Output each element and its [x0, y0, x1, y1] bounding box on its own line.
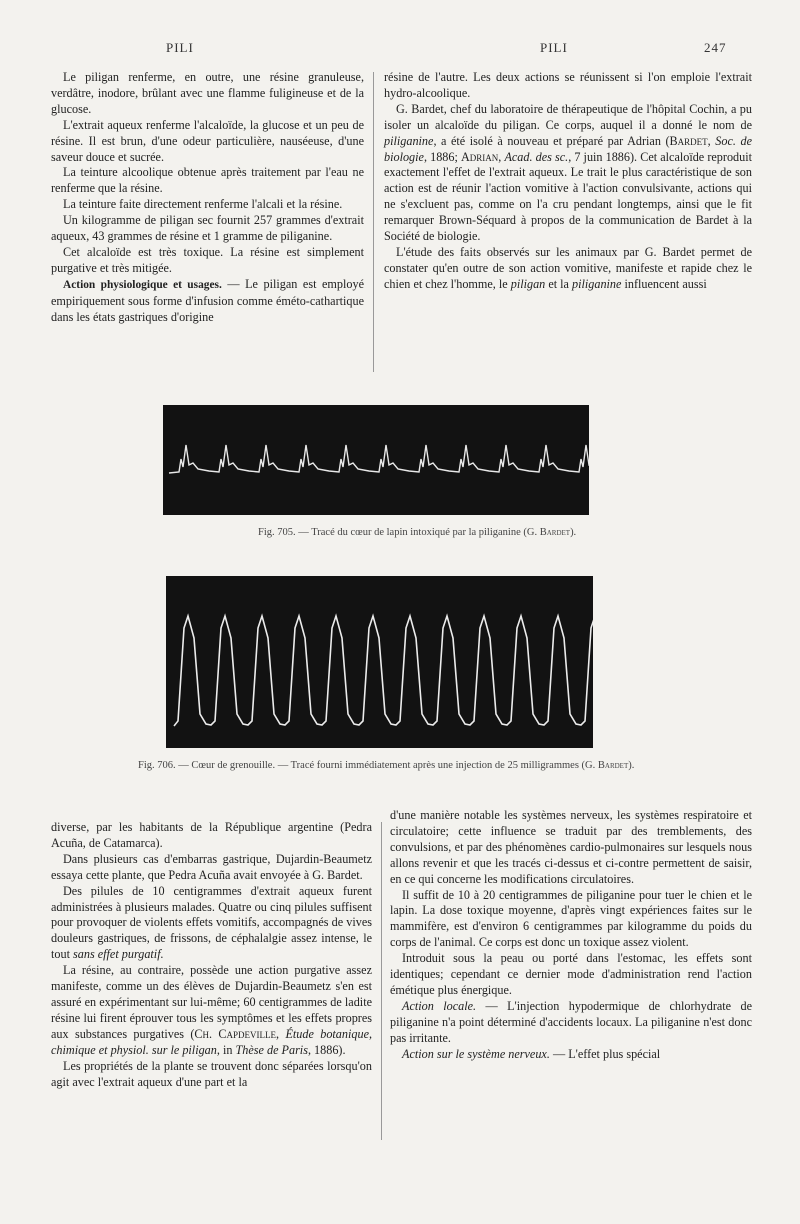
page-number: 247: [704, 40, 727, 55]
paragraph: Action sur le système nerveux. — L'effet plus spécial: [402, 1046, 661, 1061]
paragraph: Il suffit de 10 à 20 centigrammes de piliganine pour tuer le chien et le lapin. La dose toxique moyenne, d'après vingt expériences faites sur le mammifère, est d'environ 6 centigrammes par kilogramme du poids du corps de l'animal. Ce corps est donc un toxique assez violent.: [390, 887, 752, 950]
paragraph: G. Bardet, chef du laboratoire de thérapeutique de l'hôpital Cochin, a pu isoler un alcaloïde du piligan. Ce corps, auquel il a donné le nom de piliganine, a été isolé à nouveau et préparé par Adrian (Bardet, Soc. de biologie, 1886; Adrian, Acad. des sc., 7 juin 1886). Cet alcaloïde reproduit exactement l'effet de l'extrait aqueux. Le trait le plus caractéristique de son action est de réunir l'action vomitive à l'action convulsivante, actions qui ne s'excluent pas, comme on l'a cru pendant longtemps, ainsi que le fit remarquer Brown-Séquard à propos de la communication de Bardet à la Société de biologie.: [384, 101, 752, 244]
paragraph: Cet alcaloïde est très toxique. La résine est simplement purgative et très mitigée.: [51, 244, 364, 275]
paragraph: Les propriétés de la plante se trouvent donc séparées lorsqu'on agit avec l'extrait aqueux d'une part et la: [51, 1058, 372, 1089]
paragraph: L'étude des faits observés sur les animaux par G. Bardet permet de constater qu'en outre de son action vomitive, manifeste et rapide chez le chien et chez l'homme, le piligan et la piliganine influencent aussi: [384, 244, 752, 291]
figure-705-trace: [163, 405, 589, 515]
frog-heart-trace-icon: [166, 576, 593, 748]
paragraph: Des pilules de 10 centigrammes d'extrait aqueux furent administrées à plusieurs malades. Quatre ou cinq pilules suffisent pour provoquer de violents effets vomitifs, accompagnés de vives douleurs gastriques, de frissons, de céphalalgie assez intense, le tout sans effet purgatif.: [51, 883, 372, 962]
section-heading: Action physiologique et usages.: [63, 278, 222, 291]
top-right-column: [384, 70, 752, 293]
paragraph: La teinture faite directement renferme l'alcali et la résine.: [63, 197, 343, 212]
paragraph: Le piligan renferme, en outre, une résine granuleuse, verdâtre, inodore, brûlant avec une flamme fuligineuse et de la glucose.: [51, 70, 364, 116]
paragraph: diverse, par les habitants de la République argentine (Pedra Acuña, de Catamarca).: [51, 820, 372, 850]
paragraph: Dans plusieurs cas d'embarras gastrique, Dujardin-Beaumetz essaya cette plante, que Pedra Acuña avait envoyée à G. Bardet.: [51, 851, 372, 882]
running-head-left: PILI: [166, 40, 194, 55]
paragraph: d'une manière notable les systèmes nerveux, les systèmes respiratoire et circulatoire; cette influence se traduit par des tremblements, des convulsions, et par des phénomènes cardio-pulmonaires sur lesquels nous allons revenir et que les tracés ci-dessus et ci-contre permettent de saisir, en ce qui concerne les modifications circulatoires.: [390, 808, 752, 886]
paragraph: résine de l'autre. Les deux actions se réunissent si l'on emploie l'extrait hydro-alcoolique.: [384, 70, 752, 100]
paragraph: Action locale. — L'injection hypodermique de chlorhydrate de piliganine n'a point déterminé d'accidents locaux. La piliganine n'est donc pas irritante.: [390, 998, 753, 1045]
bottom-right-column: [390, 808, 752, 1063]
figure-706-caption: Fig. 706. — Cœur de grenouille. — Tracé fourni immédiatement après une injection de 25 milligrammes (G. Bardet).: [138, 760, 635, 771]
paragraph: L'extrait aqueux renferme l'alcaloïde, la glucose et un peu de résine. Il est brun, d'une odeur particulière, nauséeuse, d'une saveur douce et sucrée.: [51, 117, 364, 164]
paragraph: Action physiologique et usages. — Le piligan est employé empiriquement sous forme d'infusion comme éméto-cathartique dans les états gastriques d'origine: [51, 276, 364, 324]
bottom-left-column: [51, 820, 372, 1090]
paragraph: La teinture alcoolique obtenue après traitement par l'eau ne renferme que la résine.: [51, 165, 364, 196]
paragraph: Introduit sous la peau ou porté dans l'estomac, les effets sont identiques; cependant ce dernier mode d'administration rend l'action émétique plus énergique.: [390, 951, 752, 997]
top-left-column: [51, 70, 364, 326]
rabbit-heart-trace-icon: [163, 405, 589, 515]
paragraph: Un kilogramme de piligan sec fournit 257 grammes d'extrait aqueux, 43 grammes de résine et 1 gramme de piliganine.: [51, 213, 364, 244]
figure-706-trace: [166, 576, 593, 748]
running-head-center: PILI: [540, 40, 568, 55]
column-rule: [381, 822, 382, 1140]
figure-705-caption: Fig. 705. — Tracé du cœur de lapin intoxiqué par la piliganine (G. Bardet).: [258, 527, 577, 538]
column-rule: [373, 72, 374, 372]
paragraph: La résine, au contraire, possède une action purgative assez manifeste, comme un des élèves de Dujardin-Beaumetz s'en est assuré en expérimentant sur lui-même; 60 centigrammes de ladite résine lui firent éprouver tous les symptômes et les effets propres aux substances purgatives (Ch. Capdeville, Étude botanique, chimique et physiol. sur le piligan, in Thèse de Paris, 1886).: [51, 963, 373, 1057]
